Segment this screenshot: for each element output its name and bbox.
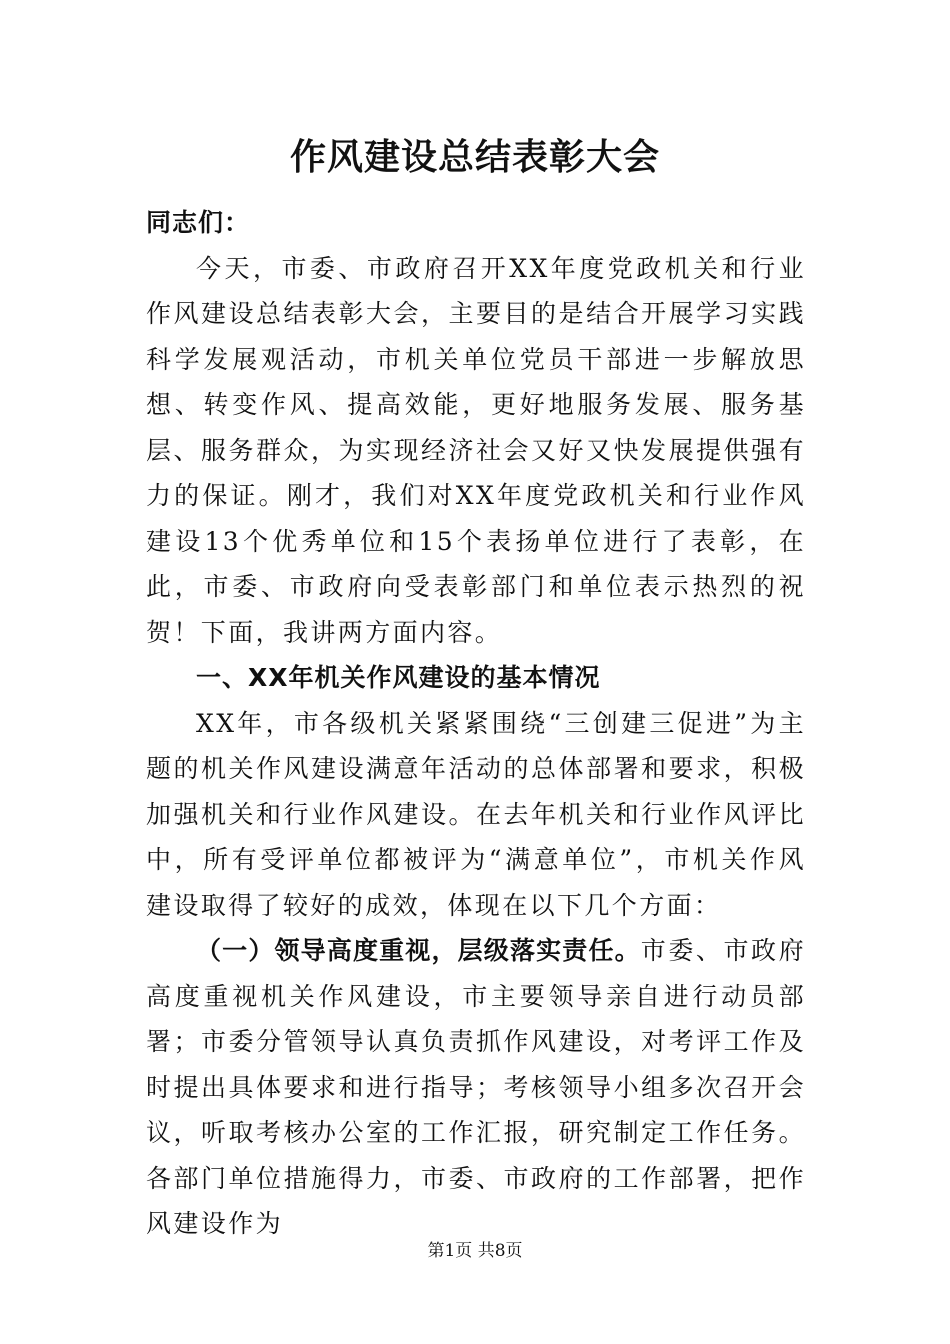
salutation: 同志们： — [146, 208, 251, 237]
paragraph-leadership-text: 市委、市政府高度重视机关作风建设，市主要领导亲自进行动员部署；市委分管领导认真负责抓作风建设，对考评工作及时提出具体要求和进行指导；考核领导小组多次召开会议，听取考核办公室的工作汇报，研究制定工作任务。各部门单位措施得力，市委、市政府的工作部署，把作风建设作为 — [146, 936, 806, 1238]
paragraph-overview: XX年，市各级机关紧紧围绕“三创建三促进”为主题的机关作风建设满意年活动的总体部署和要求，积极加强机关和行业作风建设。在去年机关和行业作风评比中，所有受评单位都被评为“满意单位”，市机关作风建设取得了较好的成效，体现在以下几个方面： — [146, 708, 806, 920]
section-heading: 一、XX年机关作风建设的基本情况 — [196, 663, 601, 692]
page-number: 第1页 共8页 — [427, 1241, 523, 1261]
subheading-leadership: （一）领导高度重视，层级落实责任。 — [196, 936, 641, 965]
document-body — [146, 200, 806, 1247]
document-title: 作风建设总结表彰大会 — [289, 136, 660, 178]
paragraph-leadership — [146, 928, 806, 1247]
paragraph-intro: 今天，市委、市政府召开XX年度党政机关和行业作风建设总结表彰大会，主要目的是结合开展学习实践科学发展观活动，市机关单位党员干部进一步解放思想、转变作风、提高效能，更好地服务发展、服务基层、服务群众，为实现经济社会又好又快发展提供强有力的保证。刚才，我们对XX年度党政机关和行业作风建设13个优秀单位和15个表扬单位进行了表彰，在此，市委、市政府向受表彰部门和单位表示热烈的祝贺！下面，我讲两方面内容。 — [146, 253, 806, 647]
